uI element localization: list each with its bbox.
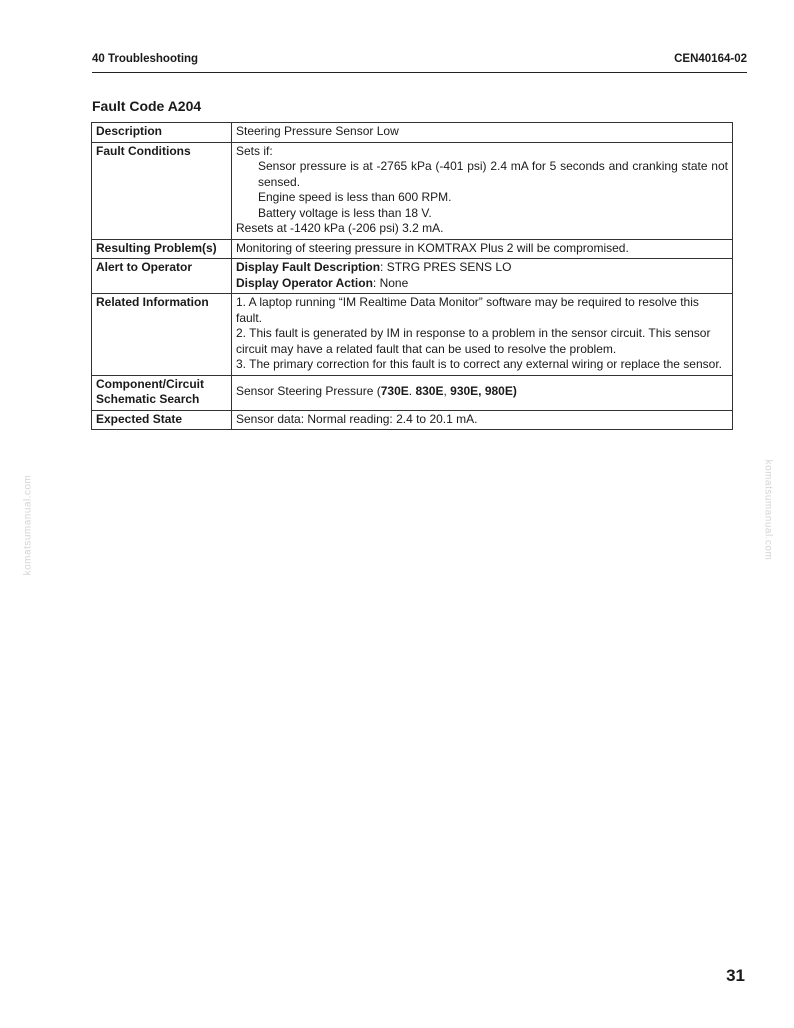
operator-action-line bbox=[236, 276, 728, 292]
row-value: Monitoring of steering pressure in KOMTRAX Plus 2 will be compromised. bbox=[232, 239, 733, 259]
fault-description-label: Display Fault Description bbox=[236, 260, 381, 274]
fault-conditions-cell bbox=[232, 142, 733, 239]
model-930e-980e: 930E, 980E) bbox=[450, 384, 517, 399]
component-cell bbox=[232, 375, 733, 410]
alert-cell bbox=[232, 259, 733, 294]
model-730e: 730E bbox=[380, 384, 409, 399]
row-label: Related Information bbox=[92, 294, 232, 376]
operator-action-label: Display Operator Action bbox=[236, 275, 373, 290]
table-row bbox=[92, 375, 733, 410]
fault-description-line bbox=[236, 260, 728, 276]
watermark-right: komatsumanual.com bbox=[762, 459, 774, 561]
page-title: Fault Code A204 bbox=[92, 98, 202, 114]
page-header bbox=[92, 52, 747, 73]
page-number: 31 bbox=[726, 966, 745, 985]
section-title: 40 Troubleshooting bbox=[92, 53, 199, 65]
row-value: Sensor data: Normal reading: 2.4 to 20.1 mA. bbox=[232, 410, 733, 430]
related-info-item: 1. A laptop running “IM Realtime Data Monitor” software may be required to resolve this fault. bbox=[236, 295, 699, 325]
fault-code-table bbox=[91, 122, 733, 430]
component-prefix: Sensor Steering Pressure ( bbox=[236, 384, 381, 399]
row-label bbox=[92, 375, 232, 410]
row-label-line: Component/Circuit bbox=[96, 376, 204, 391]
fault-description-value: : STRG PRES SENS LO bbox=[380, 260, 512, 274]
table-row bbox=[92, 259, 733, 294]
related-info-item: 2. This fault is generated by IM in response to a problem in the sensor circuit. This sensor circuit may have a related fault that can be used to resolve the problem. bbox=[236, 326, 711, 356]
conditions-intro: Sets if: bbox=[236, 143, 273, 158]
related-info-item: 3. The primary correction for this fault is to correct any external wiring or replace the sensor. bbox=[236, 357, 722, 371]
condition-item: Battery voltage is less than 18 V. bbox=[258, 205, 432, 220]
document-id: CEN40164-02 bbox=[674, 53, 747, 65]
reset-condition: Resets at -1420 kPa (-206 psi) 3.2 mA. bbox=[236, 221, 444, 235]
row-label: Resulting Problem(s) bbox=[92, 239, 232, 259]
model-830e: 830E bbox=[415, 384, 444, 399]
table-row bbox=[92, 123, 733, 143]
row-label: Description bbox=[92, 123, 232, 143]
table-row bbox=[92, 294, 733, 376]
separator: . bbox=[408, 384, 416, 399]
row-value: Steering Pressure Sensor Low bbox=[232, 123, 733, 143]
condition-item: Engine speed is less than 600 RPM. bbox=[258, 190, 452, 204]
table-row bbox=[92, 410, 733, 430]
row-label: Fault Conditions bbox=[92, 142, 232, 239]
row-label-line: Schematic Search bbox=[96, 392, 200, 406]
table-row bbox=[92, 142, 733, 239]
watermark-left: komatsumanual.com bbox=[22, 474, 34, 576]
row-label: Expected State bbox=[92, 410, 232, 430]
related-info-cell bbox=[232, 294, 733, 376]
table-row bbox=[92, 239, 733, 259]
row-label: Alert to Operator bbox=[92, 259, 232, 294]
separator: , bbox=[443, 384, 451, 399]
operator-action-value: : None bbox=[372, 275, 409, 290]
condition-item: Sensor pressure is at -2765 kPa (-401 psi) 2.4 mA for 5 seconds and cranking state not sensed. bbox=[258, 159, 728, 189]
